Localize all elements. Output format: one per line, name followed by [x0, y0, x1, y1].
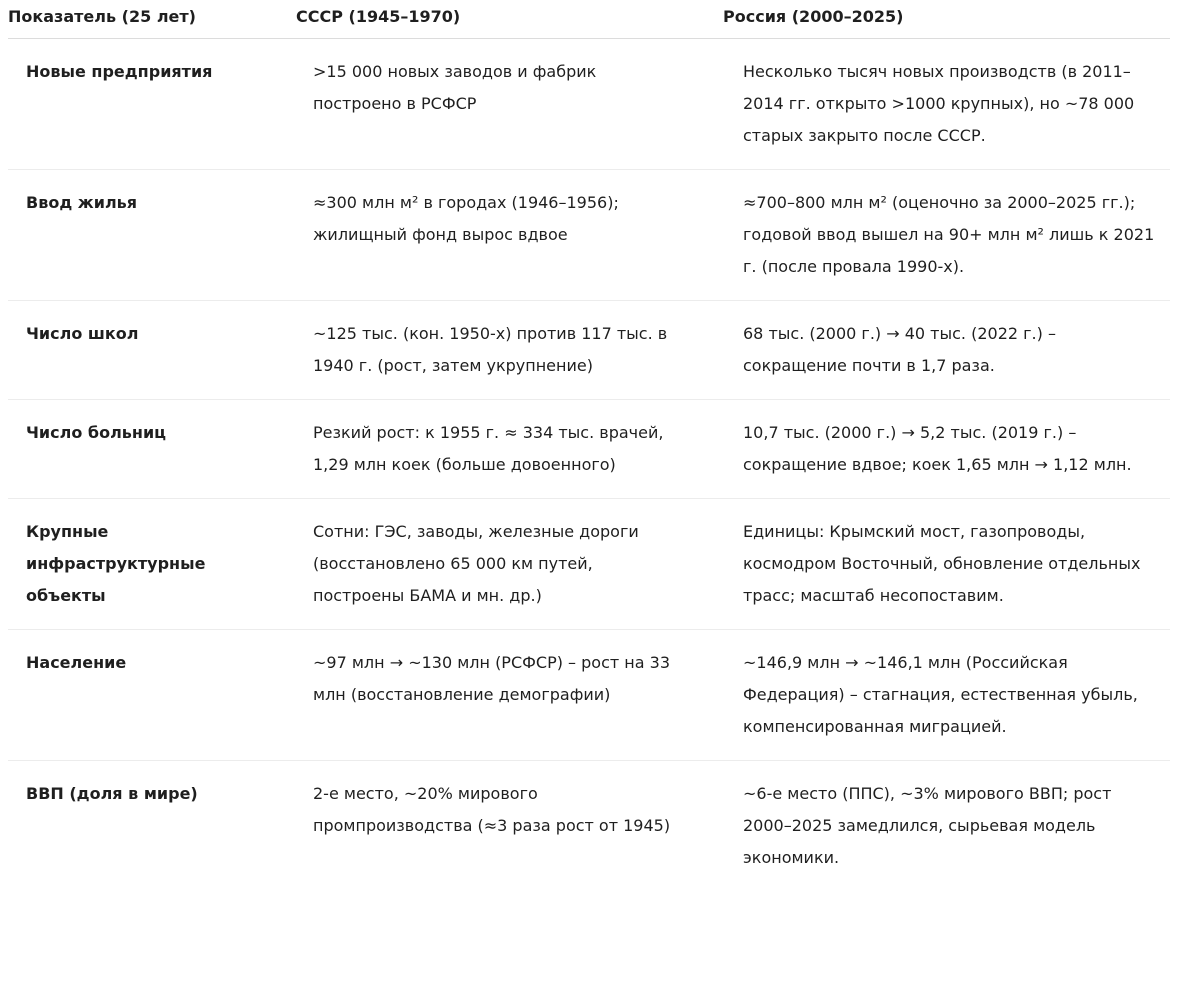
ussr-cell: ~125 тыс. (кон. 1950-х) против 117 тыс. в 1940 г. (рост, затем укрупнение)	[296, 300, 723, 399]
ussr-cell: ~97 млн → ~130 млн (РСФСР) – рост на 33 млн (восстановление демографии)	[296, 629, 723, 760]
comparison-table	[8, 0, 1170, 891]
indicator-cell: Ввод жилья	[8, 169, 296, 300]
table-header	[8, 0, 1170, 38]
russia-cell: 68 тыс. (2000 г.) → 40 тыс. (2022 г.) – сокращение почти в 1,7 раза.	[723, 300, 1170, 399]
header-ussr: СССР (1945–1970)	[296, 0, 723, 38]
table-row	[8, 760, 1170, 891]
russia-cell: Несколько тысяч новых производств (в 2011–2014 гг. открыто >1000 крупных), но ~78 000 старых закрыто после СССР.	[723, 38, 1170, 169]
ussr-cell: >15 000 новых заводов и фабрик построено в РСФСР	[296, 38, 723, 169]
russia-cell: Единицы: Крымский мост, газопроводы, космодром Восточный, обновление отдельных трасс; масштаб несопоставим.	[723, 498, 1170, 629]
table-body	[8, 38, 1170, 891]
indicator-cell: Число школ	[8, 300, 296, 399]
russia-cell: 10,7 тыс. (2000 г.) → 5,2 тыс. (2019 г.) – сокращение вдвое; коек 1,65 млн → 1,12 млн.	[723, 399, 1170, 498]
table-row	[8, 38, 1170, 169]
table-row	[8, 300, 1170, 399]
ussr-cell: Резкий рост: к 1955 г. ≈ 334 тыс. врачей, 1,29 млн коек (больше довоенного)	[296, 399, 723, 498]
comparison-table-container	[8, 0, 1170, 891]
indicator-cell: ВВП (доля в мире)	[26, 783, 198, 803]
header-indicator: Показатель (25 лет)	[8, 0, 296, 38]
russia-cell: ~6-е место (ППС), ~3% мирового ВВП; рост 2000–2025 замедлился, сырьевая модель экономики.	[743, 783, 1112, 867]
table-row	[8, 629, 1170, 760]
header-row	[8, 0, 1170, 38]
header-russia: Россия (2000–2025)	[723, 0, 1170, 38]
ussr-cell: Сотни: ГЭС, заводы, железные дороги (восстановлено 65 000 км путей, построены БАМА и мн. др.)	[296, 498, 723, 629]
indicator-cell: Население	[8, 629, 296, 760]
table-row	[8, 169, 1170, 300]
indicator-cell: Крупные инфраструктурные объекты	[8, 498, 296, 629]
russia-cell: ~146,9 млн → ~146,1 млн (Российская Федерация) – стагнация, естественная убыль, компенсированная миграцией.	[723, 629, 1170, 760]
russia-cell: ≈700–800 млн м² (оценочно за 2000–2025 гг.); годовой ввод вышел на 90+ млн м² лишь к 2021 г. (после провала 1990-х).	[723, 169, 1170, 300]
ussr-cell: 2-е место, ~20% мирового промпроизводства (≈3 раза рост от 1945)	[313, 783, 671, 835]
table-row	[8, 399, 1170, 498]
ussr-cell: ≈300 млн м² в городах (1946–1956); жилищный фонд вырос вдвое	[296, 169, 723, 300]
indicator-cell: Число больниц	[8, 399, 296, 498]
table-row	[8, 498, 1170, 629]
indicator-cell: Новые предприятия	[8, 38, 296, 169]
